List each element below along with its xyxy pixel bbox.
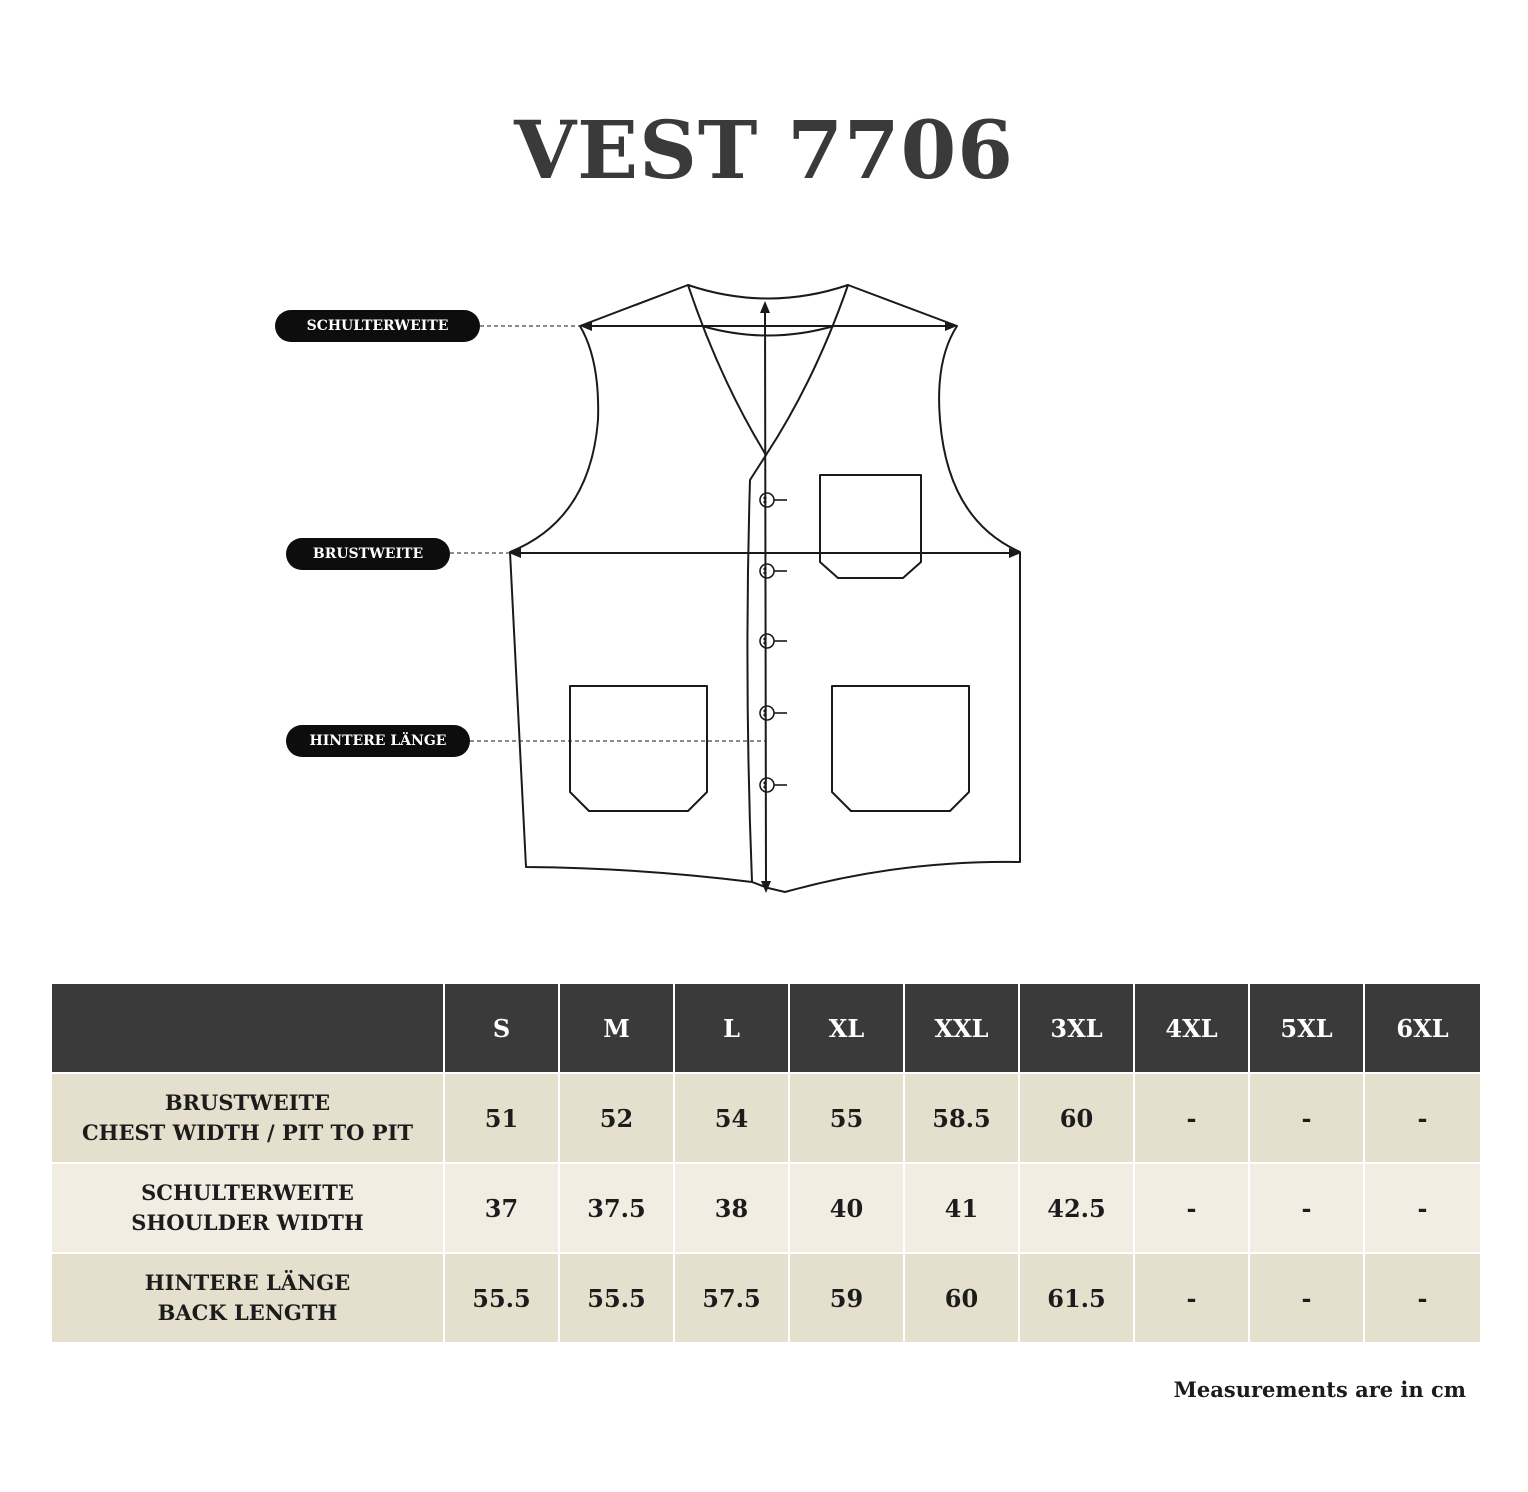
table-cell: 60 bbox=[904, 1253, 1019, 1343]
placket-line bbox=[747, 455, 766, 882]
row-label-de: BRUSTWEITE bbox=[164, 1090, 331, 1115]
row-label-en: BACK LENGTH bbox=[157, 1300, 338, 1325]
callout-shoulder: SCHULTERWEITE bbox=[275, 310, 480, 342]
button-2 bbox=[760, 564, 787, 578]
table-cell: - bbox=[1134, 1163, 1249, 1253]
back-length-measure-line bbox=[765, 306, 766, 888]
table-cell: 37.5 bbox=[559, 1163, 674, 1253]
table-cell: - bbox=[1249, 1163, 1364, 1253]
button-5 bbox=[760, 778, 787, 792]
row-label-en: CHEST WIDTH / PIT TO PIT bbox=[81, 1120, 414, 1145]
table-cell: 57.5 bbox=[674, 1253, 789, 1343]
size-header: L bbox=[674, 983, 789, 1073]
size-header: S bbox=[444, 983, 559, 1073]
table-cell: 59 bbox=[789, 1253, 904, 1343]
size-header: 4XL bbox=[1134, 983, 1249, 1073]
size-table bbox=[50, 982, 1482, 1344]
table-cell: - bbox=[1134, 1073, 1249, 1163]
table-cell: - bbox=[1364, 1163, 1481, 1253]
size-header: 5XL bbox=[1249, 983, 1364, 1073]
row-label bbox=[51, 1253, 444, 1343]
back-length-arrowhead-top bbox=[760, 301, 770, 313]
table-cell: - bbox=[1364, 1253, 1481, 1343]
table-cell: 55.5 bbox=[559, 1253, 674, 1343]
table-cell: 52 bbox=[559, 1073, 674, 1163]
size-header: 3XL bbox=[1019, 983, 1134, 1073]
table-header-row bbox=[51, 983, 1481, 1073]
callout-back-length: HINTERE LÄNGE bbox=[286, 725, 470, 757]
page-title: VEST 7706 bbox=[514, 103, 1014, 197]
table-cell: - bbox=[1134, 1253, 1249, 1343]
right-lapel-line bbox=[766, 285, 848, 455]
table-cell: 37 bbox=[444, 1163, 559, 1253]
table-row bbox=[51, 1073, 1481, 1163]
table-cell: 58.5 bbox=[904, 1073, 1019, 1163]
table-cell: 61.5 bbox=[1019, 1253, 1134, 1343]
table-cell: 42.5 bbox=[1019, 1163, 1134, 1253]
lower-left-pocket bbox=[570, 686, 707, 811]
size-header: XXL bbox=[904, 983, 1019, 1073]
row-label bbox=[51, 1163, 444, 1253]
table-cell: 54 bbox=[674, 1073, 789, 1163]
size-header: 6XL bbox=[1364, 983, 1481, 1073]
size-header: M bbox=[559, 983, 674, 1073]
table-cell: - bbox=[1249, 1253, 1364, 1343]
lower-right-pocket bbox=[832, 686, 969, 811]
callout-chest: BRUSTWEITE bbox=[286, 538, 450, 570]
button-3 bbox=[760, 634, 787, 648]
left-lapel-line bbox=[688, 285, 766, 455]
table-cell: - bbox=[1249, 1073, 1364, 1163]
table-cell: 38 bbox=[674, 1163, 789, 1253]
row-label bbox=[51, 1073, 444, 1163]
table-cell: 51 bbox=[444, 1073, 559, 1163]
chest-pocket bbox=[820, 475, 921, 578]
row-label-de: HINTERE LÄNGE bbox=[144, 1270, 351, 1295]
table-cell: 55.5 bbox=[444, 1253, 559, 1343]
button-1 bbox=[760, 493, 787, 507]
table-cell: 40 bbox=[789, 1163, 904, 1253]
table-cell: 55 bbox=[789, 1073, 904, 1163]
table-cell: 60 bbox=[1019, 1073, 1134, 1163]
row-label-en: SHOULDER WIDTH bbox=[131, 1210, 364, 1235]
header-empty-cell bbox=[51, 983, 444, 1073]
row-label-de: SCHULTERWEITE bbox=[141, 1180, 354, 1205]
table-row bbox=[51, 1163, 1481, 1253]
table-row bbox=[51, 1253, 1481, 1343]
button-4 bbox=[760, 706, 787, 720]
table-cell: - bbox=[1364, 1073, 1481, 1163]
units-footnote: Measurements are in cm bbox=[1173, 1377, 1466, 1402]
size-header: XL bbox=[789, 983, 904, 1073]
collar-line bbox=[702, 326, 834, 336]
table-cell: 41 bbox=[904, 1163, 1019, 1253]
